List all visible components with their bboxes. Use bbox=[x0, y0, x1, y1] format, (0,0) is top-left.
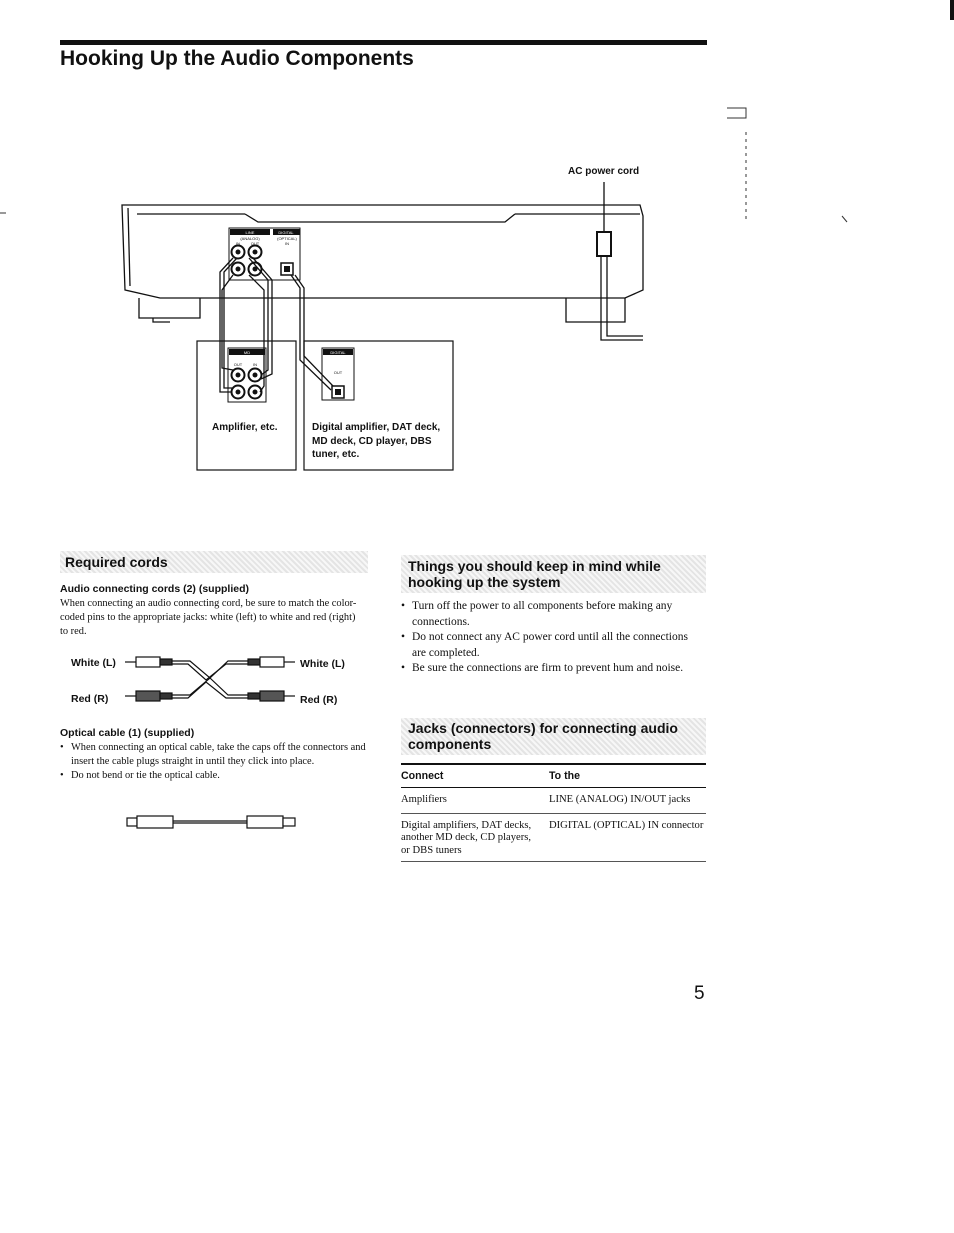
things-bullet: • Turn off the power to all components before making any connections. bbox=[401, 599, 701, 630]
digital-out-text: OUT bbox=[333, 370, 343, 375]
jacks-table bbox=[401, 763, 706, 862]
cell-to: DIGITAL (OPTICAL) IN connector bbox=[549, 813, 706, 862]
amp-md-text: MD bbox=[243, 350, 251, 355]
required-cords-heading: Required cords bbox=[60, 551, 368, 573]
digital-device-label: Digital amplifier, DAT deck, MD deck, CD player, DBS tuner, etc. bbox=[312, 422, 441, 460]
cell-connect: Digital amplifiers, DAT decks, another MD deck, CD players, or DBS tuners bbox=[401, 813, 549, 862]
panel-digital-text: DIGITAL bbox=[278, 230, 294, 235]
cell-to: LINE (ANALOG) IN/OUT jacks bbox=[549, 788, 706, 814]
table-header-row bbox=[401, 764, 706, 788]
amplifier-label: Amplifier, etc. bbox=[212, 422, 278, 433]
panel-out-text: OUT bbox=[250, 241, 260, 246]
ac-power-cord-label: AC power cord bbox=[568, 166, 640, 177]
table-row bbox=[401, 813, 706, 862]
things-bullet: • Be sure the connections are firm to prevent hum and noise. bbox=[401, 661, 701, 677]
panel-analog-text: (ANALOG) bbox=[240, 236, 260, 241]
col-connect-header: Connect bbox=[401, 764, 549, 788]
jacks-heading: Jacks (connectors) for connecting audio components bbox=[401, 718, 706, 755]
connection-diagram bbox=[0, 0, 954, 500]
digital-panel-text: DIGITAL bbox=[330, 350, 346, 355]
margin-tab-marks bbox=[727, 108, 847, 222]
panel-optical-text: (OPTICAL) bbox=[277, 236, 297, 241]
amplifier-box bbox=[197, 341, 296, 470]
audio-cord-illustration bbox=[120, 648, 300, 710]
optical-cable-illustration bbox=[125, 812, 300, 832]
white-left-label: White (L) bbox=[71, 657, 116, 669]
optical-cable-subheading: Optical cable (1) (supplied) bbox=[60, 727, 195, 739]
amp-out-text: OUT bbox=[233, 362, 243, 367]
optical-bullet: • When connecting an optical cable, take the caps off the connectors and insert the cable plugs straight in until they click into place. bbox=[60, 741, 366, 769]
page-title: Hooking Up the Audio Components bbox=[60, 47, 414, 70]
red-left-label: Red (R) bbox=[71, 693, 109, 705]
md-deck-rear bbox=[122, 205, 643, 322]
things-heading: Things you should keep in mind while hooking up the system bbox=[401, 555, 706, 593]
optical-bullet: • Do not bend or tie the optical cable. bbox=[60, 769, 366, 783]
col-to-the-header: To the bbox=[549, 764, 706, 788]
audio-cords-subheading: Audio connecting cords (2) (supplied) bbox=[60, 583, 249, 595]
ac-power-cord bbox=[597, 182, 643, 340]
panel-in-text: IN bbox=[236, 241, 240, 246]
things-bullets bbox=[401, 599, 701, 677]
panel-line-text: LINE bbox=[245, 230, 255, 235]
amp-in-text: IN bbox=[253, 362, 257, 367]
cell-connect: Amplifiers bbox=[401, 788, 549, 814]
panel-optical-in-text: IN bbox=[285, 241, 289, 246]
table-row bbox=[401, 788, 706, 814]
optical-cable-bullets bbox=[60, 741, 366, 784]
page-number: 5 bbox=[694, 983, 705, 1004]
things-bullet: • Do not connect any AC power cord until all the connections are completed. bbox=[401, 630, 701, 661]
white-right-label: White (L) bbox=[300, 658, 345, 670]
audio-cords-text: When connecting an audio connecting cord, be sure to match the color-coded pins to the appropriate jacks: white (left) to white and red (right) to red. bbox=[60, 598, 357, 638]
red-right-label: Red (R) bbox=[300, 694, 338, 706]
